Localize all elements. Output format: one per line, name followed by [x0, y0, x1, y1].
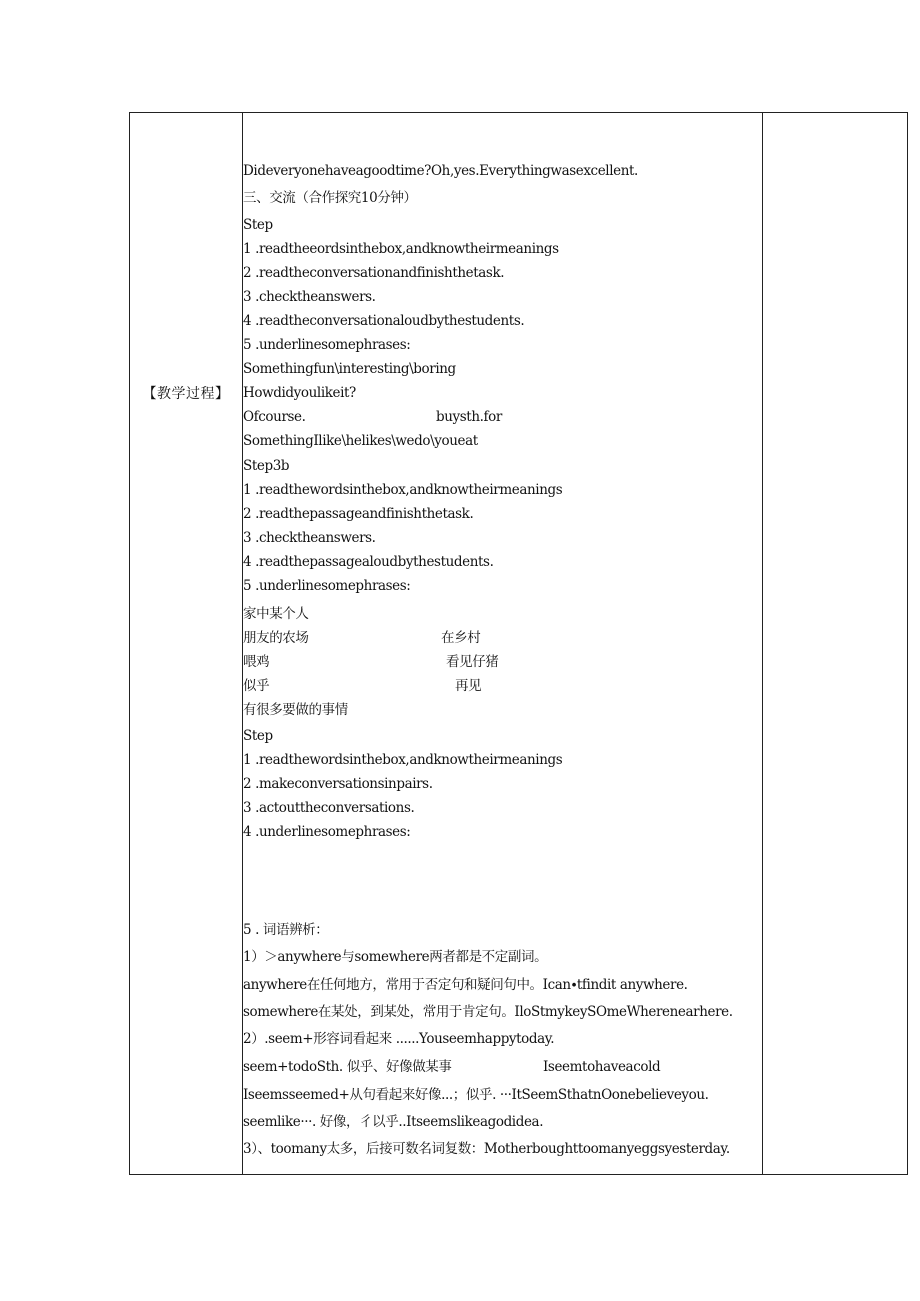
- line-text-secondary: buysth.for: [436, 409, 502, 425]
- line-text: 朋友的农场: [243, 630, 309, 646]
- column-divider: [762, 113, 763, 1174]
- text-line: [243, 654, 499, 670]
- text-line: [243, 433, 478, 449]
- text-line: [243, 824, 410, 840]
- section-label: 【教学过程】: [142, 386, 230, 402]
- text-line: [243, 482, 562, 498]
- text-line: [243, 630, 481, 646]
- line-text: 喂鸡: [243, 654, 270, 670]
- line-text: 似乎: [243, 678, 270, 694]
- line-text: Step3b: [243, 458, 290, 474]
- text-line: [243, 265, 504, 281]
- line-text: SomethingIlike\helikes\wedo\youeat: [243, 433, 478, 449]
- text-line: [243, 752, 562, 768]
- line-text: seem+todoSth. 似乎、好像做某事: [243, 1059, 452, 1075]
- text-line: [243, 1087, 709, 1103]
- text-line: [243, 458, 289, 474]
- line-text: 5 . 词语辨析：: [243, 922, 329, 938]
- line-text: Ofcourse.: [243, 409, 306, 425]
- text-line: [243, 1141, 730, 1157]
- line-text: 1）＞anywhere与somewhere两者都是不定副词。: [243, 949, 548, 965]
- text-line: [243, 313, 524, 329]
- line-text-secondary: 再见: [455, 678, 482, 694]
- text-line: [243, 530, 376, 546]
- text-line: [243, 1004, 733, 1020]
- text-line: [243, 190, 417, 206]
- text-line: [243, 922, 328, 938]
- text-line: [243, 385, 356, 401]
- text-line: [243, 728, 273, 744]
- line-text: 4 .readtheconversationaloudbythestudents.: [243, 313, 525, 329]
- line-text: 1 .readthewordsinthebox,andknowtheirmeanings: [243, 752, 563, 768]
- text-line: [243, 361, 456, 377]
- text-line: [243, 217, 273, 233]
- line-text: 4 .underlinesomephrases:: [243, 824, 411, 840]
- line-text: 1 .readtheeordsinthebox,andknowtheirmeanings: [243, 241, 559, 257]
- line-text: Somethingfun\interesting\boring: [243, 361, 456, 377]
- text-line: [243, 702, 348, 718]
- line-text: 有很多要做的事情: [243, 702, 348, 718]
- text-line: [243, 241, 559, 257]
- line-text: 2 .readthepassageandfinishthetask.: [243, 506, 474, 522]
- line-text: 3 .checktheanswers.: [243, 530, 376, 546]
- line-text-secondary: Iseemtohaveacold: [543, 1059, 661, 1075]
- text-line: [243, 949, 547, 965]
- text-line: [243, 1031, 554, 1047]
- line-text: Iseemsseemed+从句看起来好像...；似乎. ···ItSeemSthatnOonebelieveyou.: [243, 1087, 709, 1103]
- line-text: 5 .underlinesomephrases:: [243, 337, 411, 353]
- line-text: 1 .readthewordsinthebox,andknowtheirmeanings: [243, 482, 563, 498]
- line-text: 2 .readtheconversationandfinishthetask.: [243, 265, 505, 281]
- text-line: [243, 578, 410, 594]
- line-text: 3 .checktheanswers.: [243, 289, 376, 305]
- text-line: [243, 163, 638, 179]
- text-line: [243, 606, 309, 622]
- line-text: seemlike···. 好像，彳以乎..Itseemslikeagodidea.: [243, 1114, 544, 1130]
- line-text: 3）、toomany太多，后接可数名词复数：Motherboughttoomanyeggsyesterday.: [243, 1141, 730, 1157]
- line-text: Howdidyoulikeit?: [243, 385, 356, 401]
- line-text: 2 .makeconversationsinpairs.: [243, 776, 433, 792]
- line-text: 3 .actouttheconversations.: [243, 800, 415, 816]
- line-text-secondary: 在乡村: [441, 630, 481, 646]
- text-line: [243, 977, 688, 993]
- line-text: Step: [243, 217, 273, 233]
- line-text: anywhere在任何地方，常用于否定句和疑问句中。Ican∙tfindit anywhere.: [243, 977, 688, 993]
- line-text: 5 .underlinesomephrases:: [243, 578, 411, 594]
- line-text: Dideveryonehaveagoodtime?Oh,yes.Everythingwasexcellent.: [243, 163, 638, 179]
- text-line: [243, 337, 410, 353]
- text-line: [243, 409, 502, 425]
- text-line: [243, 800, 414, 816]
- text-line: [243, 506, 473, 522]
- text-line: [243, 1114, 543, 1130]
- text-line: [243, 289, 376, 305]
- line-text: Step: [243, 728, 273, 744]
- text-line: [243, 1059, 661, 1075]
- text-line: [243, 554, 493, 570]
- text-line: [243, 776, 433, 792]
- line-text-secondary: 看见仔猪: [446, 654, 499, 670]
- line-text: 2）.seem+形容词看起来 ......Youseemhappytoday.: [243, 1031, 555, 1047]
- line-text: 三、交流（合作探究10分钟）: [243, 190, 417, 206]
- line-text: 4 .readthepassagealoudbythestudents.: [243, 554, 494, 570]
- lesson-table: [129, 112, 908, 1175]
- line-text: somewhere在某处，到某处，常用于肯定句。IloStmykeySOmeWherenearhere.: [243, 1004, 733, 1020]
- text-line: [243, 678, 482, 694]
- line-text: 家中某个人: [243, 606, 309, 622]
